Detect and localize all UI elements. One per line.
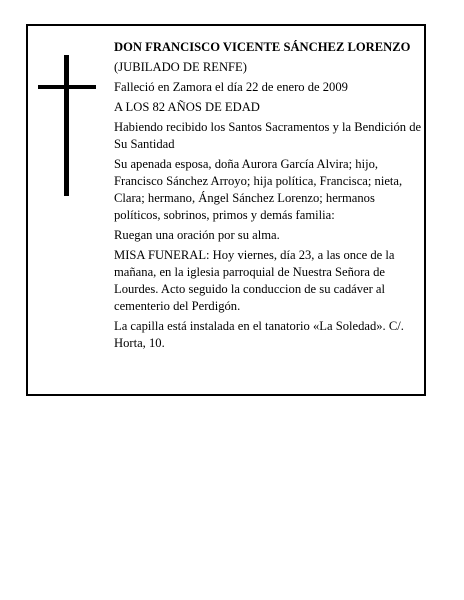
- funeral-details: MISA FUNERAL: Hoy viernes, día 23, a las once de la mañana, en la iglesia parroquial de Nuestra Señora de Lourdes. Acto seguido la conduccion de su cadáver al cementerio del Perdigón.: [114, 248, 395, 313]
- cross-icon-crossbar: [38, 85, 96, 89]
- deceased-name: DON FRANCISCO VICENTE SÁNCHEZ LORENZO: [114, 40, 411, 54]
- prayer-request: Ruegan una oración por su alma.: [114, 228, 280, 242]
- death-statement: Falleció en Zamora el día 22 de enero de 2009: [114, 80, 348, 94]
- obituary-text: [114, 39, 423, 355]
- cross-icon: [64, 55, 69, 196]
- chapel-location: La capilla está instalada en el tanatorio «La Soledad». C/. Horta, 10.: [114, 319, 404, 350]
- affiliation: (JUBILADO DE RENFE): [114, 60, 247, 74]
- family-statement: Su apenada esposa, doña Aurora García Alvira; hijo, Francisco Sánchez Arroyo; hija política, Francisca; nieta, Clara; hermano, Ángel Sánchez Lorenzo; hermanos políticos, sobrinos, primos y demás familia:: [114, 157, 403, 222]
- age-statement: A LOS 82 AÑOS DE EDAD: [114, 100, 260, 114]
- sacraments-statement: Habiendo recibido los Santos Sacramentos y la Bendición de Su Santidad: [114, 120, 422, 151]
